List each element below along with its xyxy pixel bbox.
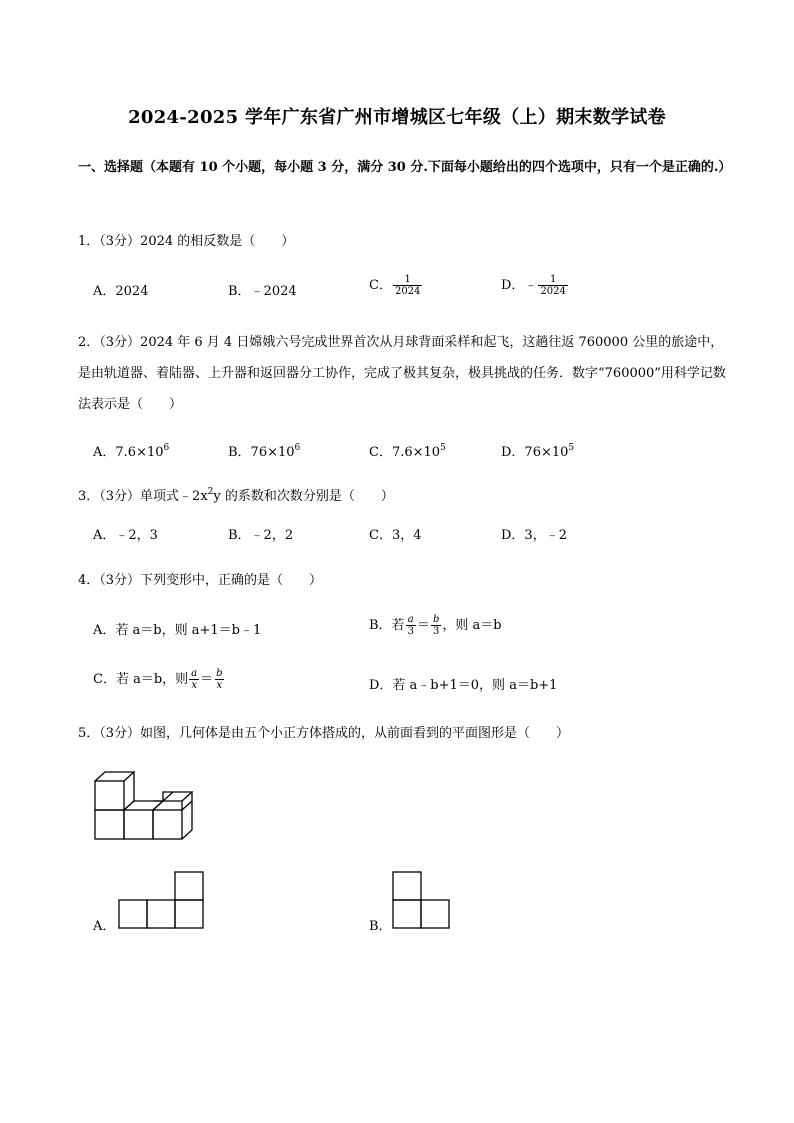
q4-c-equals: ＝: [200, 672, 214, 687]
option-b-square-top: [393, 872, 421, 900]
q5-option-a-label: A．: [93, 919, 116, 934]
q4-c-den-left: x: [191, 680, 197, 691]
page-title: 2024-2025 学年广东省广州市增城区七年级（上）期末数学试卷: [128, 107, 666, 128]
question-1-stem: 1．（3分）2024 的相反数是（ ）: [78, 234, 295, 249]
q4-c-pre: C．若 a＝b，则: [93, 672, 189, 687]
q2-d-base: D．76×10: [501, 445, 569, 460]
option-b-square-2: [421, 900, 449, 928]
option-b-square-1: [393, 900, 421, 928]
section-heading: 一、选择题（本题有 10 个小题，每小题 3 分，满分 30 分.下面每小题给出的四个选项中，只有一个是正确的.）: [78, 160, 732, 175]
q1-c-numerator: 1: [404, 274, 411, 285]
q2-b-base: B．76×10: [228, 445, 295, 460]
q4-c-num-left: a: [191, 668, 198, 679]
q3-stem-post: y 的系数和次数分别是（ ）: [213, 489, 394, 504]
q1-option-d-label: D．﹣: [501, 278, 538, 293]
q3-option-c: C．3，4: [369, 528, 422, 543]
q2-b-exponent: 6: [294, 443, 301, 453]
q3-option-b: B．﹣2，2: [228, 528, 294, 543]
question-2-stem: 2．（3分）2024 年 6 月 4 日嫦娥六号完成世界首次从月球背面采样和起飞，这趟往返 760000 公里的旅途中，是由轨道器、着陆器、上升器和返回器分工协作，完成了极其复杂，极具挑战的任务．数字“760000”用科学记数法表示是（ ）: [78, 335, 726, 412]
q2-a-exponent: 6: [163, 443, 170, 453]
q1-d-denominator: 2024: [540, 286, 566, 297]
question-5-stem: 5．（3分）如图，几何体是由五个小正方体搭成的，从前面看到的平面图形是（ ）: [78, 726, 570, 741]
q4-b-den-left: 3: [407, 626, 414, 637]
q1-d-numerator: 1: [549, 274, 557, 285]
q4-c-num-right: b: [216, 668, 223, 679]
q4-b-num-left: a: [407, 614, 414, 625]
question-4-stem: 4．（3分）下列变形中，正确的是（ ）: [78, 573, 323, 588]
q3-stem-pre: 3．（3分）单项式﹣2x: [78, 489, 208, 504]
q2-a-base: A．7.6×10: [93, 445, 164, 460]
q4-b-post: ，则 a＝b: [442, 618, 502, 633]
q3-option-d: D．3，﹣2: [501, 528, 567, 543]
q4-b-pre: B．若: [369, 618, 405, 633]
q1-c-denominator: 2024: [394, 286, 421, 297]
q1-option-a: A．2024: [93, 284, 149, 299]
q4-option-d: D．若 a﹣b+1＝0，则 a＝b+1: [369, 678, 558, 693]
q1-option-c-label: C．: [369, 278, 392, 293]
q4-b-equals: ＝: [416, 618, 430, 633]
q4-c-den-right: x: [216, 680, 223, 691]
q2-c-exponent: 5: [440, 443, 446, 453]
q2-d-exponent: 5: [568, 443, 575, 453]
q3-option-a: A．﹣2，3: [93, 528, 158, 543]
q4-b-num-right: b: [432, 614, 440, 625]
q1-option-b: B．﹣2024: [228, 284, 297, 299]
q5-option-b-label: B．: [369, 919, 392, 934]
q4-option-a: A．若 a＝b，则 a+1＝b﹣1: [93, 623, 262, 638]
q2-c-base: C．7.6×10: [369, 445, 441, 460]
q3-stem-exponent: 2: [207, 487, 214, 497]
q4-b-den-right: 3: [432, 626, 440, 637]
